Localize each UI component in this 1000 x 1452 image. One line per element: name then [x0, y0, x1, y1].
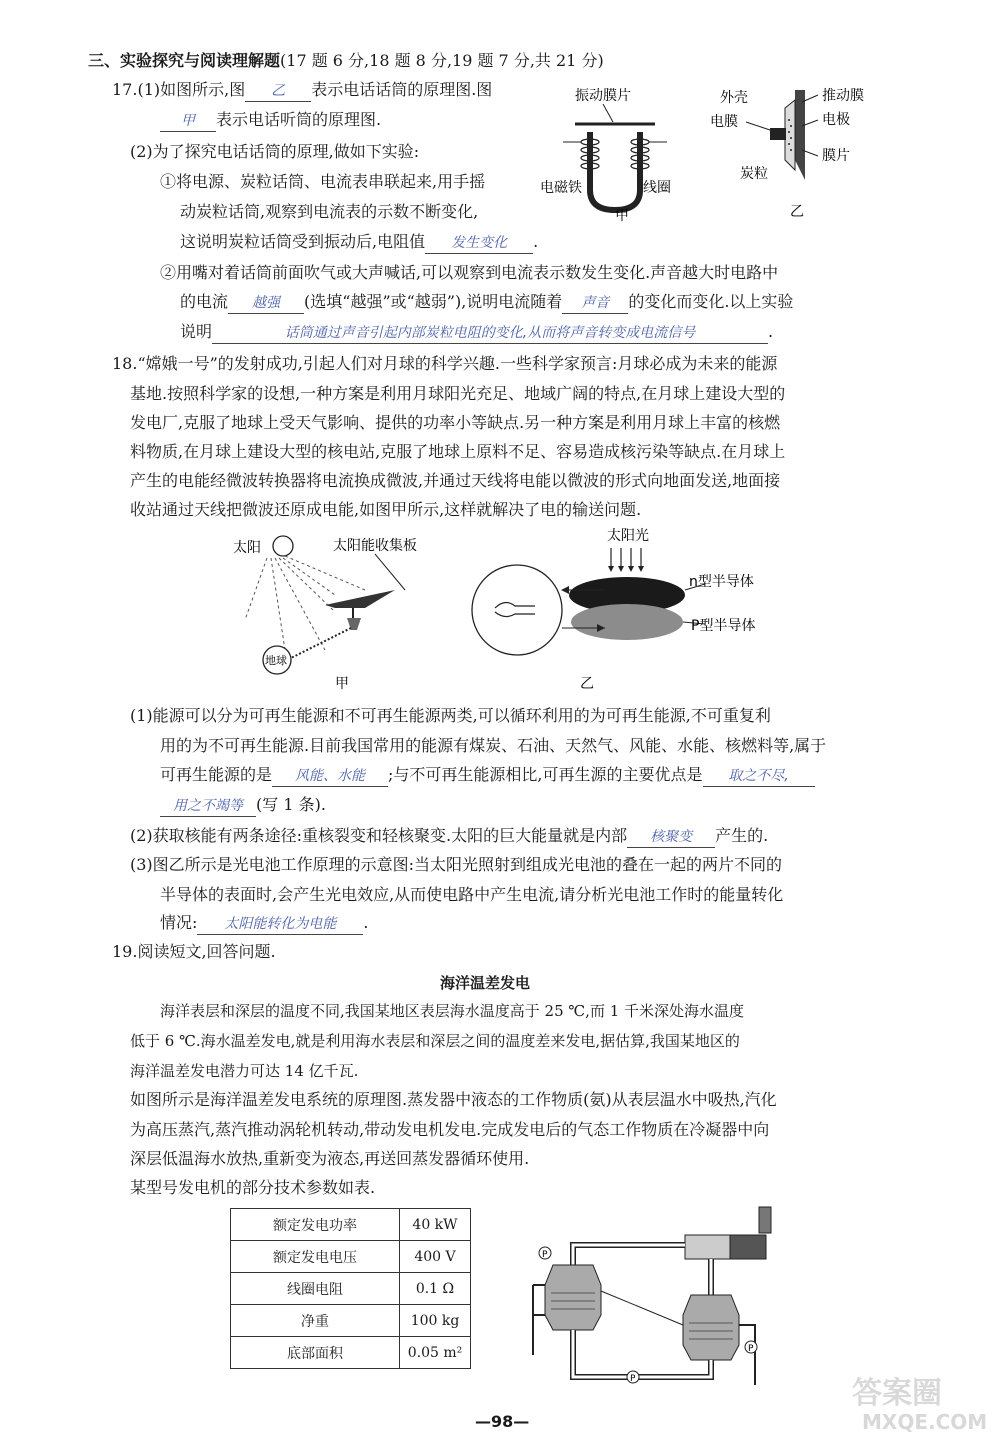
answer-blank: 核聚变 [627, 827, 715, 848]
table-cell-key: 额定发电功率 [231, 1209, 400, 1241]
table-cell-value: 40 kW [400, 1209, 471, 1241]
turbine [685, 1235, 735, 1259]
q17-line-5: 动炭粒话筒,观察到电流表的示数不断变化, [180, 202, 479, 221]
q18-figure-yi [465, 520, 795, 695]
table-cell-key: 额定发电电压 [231, 1241, 400, 1273]
article-line: 某型号发电机的部分技术参数如表. [130, 1178, 376, 1197]
q17-figure-yi [710, 80, 890, 225]
watermark-logo: 答案圈 [852, 1376, 942, 1411]
p-type-layer [571, 604, 683, 640]
table-cell-value: 100 kg [400, 1305, 471, 1337]
label-membrane: 膜片 [822, 148, 850, 164]
pump-label: P [542, 1250, 548, 1260]
answer-blank: 发生变化 [425, 233, 533, 254]
q17-text: 17.(1)如图所示,图 [112, 80, 246, 99]
answer-blank: 太阳能转化为电能 [197, 914, 363, 935]
q17-line-2 [160, 110, 381, 132]
q17-text: . [533, 232, 539, 251]
q18-text: ;与不可再生能源相比,可再生源的主要优点是 [388, 765, 703, 784]
label-film: 电膜 [710, 114, 738, 130]
q17-text: 这说明炭粒话筒受到振动后,电阻值 [180, 232, 426, 251]
article-line: 海洋表层和深层的温度不同,我国某地区表层海水温度高于 25 ℃,而 1 千米深处海水温度 [160, 1002, 745, 1020]
label-coil: 线圈 [643, 180, 671, 196]
pump-label: P [630, 1374, 636, 1384]
table-cell-key: 净重 [231, 1305, 400, 1337]
evaporator [545, 1265, 601, 1330]
figure-caption-yi: 乙 [580, 676, 594, 692]
q18-para-line: 料物质,在月球上建设大型的核电站,克服了地球上原料不足、容易造成核污染等缺点.在月球上 [130, 442, 786, 461]
q17-text: (选填“越强”或“越弱”),说明电流随着 [304, 292, 563, 311]
section-heading [88, 48, 604, 71]
table-row [231, 1305, 471, 1337]
answer-blank: 越强 [228, 293, 304, 314]
figure-caption-jia: 甲 [335, 676, 349, 692]
q18-s1-line-3 [160, 765, 815, 787]
q17-line-6 [180, 232, 538, 254]
q18-para-line: 基地.按照科学家的设想,一种方案是利用月球阳光充足、地域广阔的特点,在月球上建设大型的 [130, 384, 786, 403]
pump-label: P [748, 1344, 754, 1354]
answer-blank: 乙 [245, 81, 311, 102]
q17-line-4: ①将电源、炭粒话筒、电流表串联起来,用手摇 [160, 172, 486, 191]
label-vibration-membrane: 振动膜片 [575, 88, 631, 104]
article-line: 如图所示是海洋温差发电系统的原理图.蒸发器中液态的工作物质(氨)从表层温水中吸热,汽化 [130, 1090, 777, 1109]
answer-blank: 话筒通过声音引起内部炭粒电阻的变化,从而将声音转变成电流信号 [212, 323, 768, 344]
q19-intro: 19.阅读短文,回答问题. [112, 942, 276, 961]
label-shell: 外壳 [720, 90, 748, 106]
table-cell-key: 线圈电阻 [231, 1273, 400, 1305]
q18-text: 可再生能源的是 [160, 765, 273, 784]
q18-s3-line-2: 半导体的表面时,会产生光电效应,从而使电路中产生电流,请分析光电池工作时的能量转化 [160, 885, 784, 904]
table-row [231, 1337, 471, 1369]
article-line: 为高压蒸汽,蒸汽推动涡轮机转动,带动发电机发电.完成发电后的气态工作物质在冷凝器中向 [130, 1120, 770, 1139]
label-electrode: 电极 [822, 112, 850, 128]
q17-line-1 [112, 80, 492, 102]
page-number: —98— [475, 1412, 530, 1431]
sunlight-arrows [611, 548, 641, 568]
answer-blank: 用之不竭等 [160, 796, 256, 817]
electrode-block [770, 128, 786, 140]
label-electromagnet: 电磁铁 [540, 180, 582, 196]
label-carbon: 炭粒 [740, 166, 768, 182]
q17-text: . [768, 322, 774, 341]
q17-text: 表示电话听筒的原理图. [216, 110, 382, 129]
answer-blank: 甲 [160, 111, 216, 132]
figure-caption-yi: 乙 [790, 204, 804, 220]
q18-para-line: 发电厂,克服了地球上受天气影响、提供的功率小等缺点.另一种方案是利用月球上丰富的核燃 [130, 413, 781, 432]
answer-blank: 取之不尽, [703, 766, 815, 787]
q17-text: 表示电话话筒的原理图.图 [311, 80, 493, 99]
label-n-type: n型半导体 [689, 574, 754, 590]
label-sun: 太阳 [233, 540, 261, 556]
article-title: 海洋温差发电 [440, 974, 531, 992]
q17-text: 的电流 [180, 292, 229, 311]
q17-line-7: ②用嘴对着话筒前面吹气或大声喊话,可以观察到电流表示数发生变化.声音越大时电路中 [160, 263, 779, 282]
output-terminal [759, 1207, 771, 1233]
housing [785, 100, 795, 170]
q17-text: 的变化而变化.以上实验 [628, 292, 794, 311]
q17-line-9 [180, 322, 773, 344]
table-cell-value: 0.05 m² [400, 1337, 471, 1369]
label-earth: 地球 [265, 654, 287, 667]
q17-line-3: (2)为了探究电话话筒的原理,做如下实验: [130, 142, 420, 161]
table-cell-value: 400 V [400, 1241, 471, 1273]
bulb-circle [472, 565, 562, 655]
q18-figure-jia [225, 530, 455, 695]
section-heading-title: 三、实验探究与阅读理解题 [88, 51, 281, 70]
table-cell-key: 底部面积 [231, 1337, 400, 1369]
condenser [683, 1295, 739, 1360]
article-line: 海洋温差发电潜力可达 14 亿千瓦. [130, 1062, 359, 1080]
generator [730, 1235, 766, 1259]
sun-circle [273, 536, 293, 556]
q17-line-8 [180, 292, 793, 314]
section-points: (17 题 6 分,18 题 8 分,19 题 7 分,共 21 分) [280, 51, 604, 70]
spec-table [230, 1208, 471, 1369]
label-p-type: P型半导体 [691, 618, 756, 634]
label-sunlight: 太阳光 [607, 528, 649, 544]
q18-text: (2)获取核能有两条途径:重核裂变和轻核聚变.太阳的巨大能量就是内部 [130, 826, 628, 845]
article-line: 低于 6 ℃.海水温差发电,就是利用海水表层和深层之间的温度差来发电,据估算,我国某地区的 [130, 1032, 740, 1050]
q18-s1-line-4 [160, 795, 326, 817]
answer-blank: 声音 [562, 293, 628, 314]
label-solar-panel: 太阳能收集板 [333, 538, 417, 554]
q17-figure-jia [535, 80, 715, 230]
figure-caption-jia: 甲 [615, 208, 629, 224]
table-cell-value: 0.1 Ω [400, 1273, 471, 1305]
q18-text: (写 1 条). [256, 795, 326, 814]
q18-s2 [130, 826, 768, 848]
q18-para-line: 产生的电能经微波转换器将电流换成微波,并通过天线将电能以微波的形式向地面发送,地面接 [130, 471, 781, 490]
answer-blank: 风能、水能 [272, 766, 388, 787]
label-push-membrane: 推动膜 [822, 88, 864, 104]
q17-text: 说明 [180, 322, 213, 341]
steam-pipe [573, 1245, 685, 1267]
table-row [231, 1273, 471, 1305]
q18-s3-line-1: (3)图乙所示是光电池工作原理的示意图:当太阳光照射到组成光电池的叠在一起的两片不同的 [130, 855, 783, 874]
watermark-url: MXQE.COM [862, 1410, 988, 1434]
shell-shape [795, 90, 805, 180]
q18-s3-line-3 [160, 913, 369, 935]
table-row [231, 1209, 471, 1241]
q18-para-line: 18.“嫦娥一号”的发射成功,引起人们对月球的科学兴趣.一些科学家预言:月球必成为未来的能源 [112, 354, 778, 373]
article-line: 深层低温海水放热,重新变为液态,再送回蒸发器循环使用. [130, 1149, 530, 1168]
table-row [231, 1241, 471, 1273]
panel-shape [325, 590, 395, 608]
q18-s1-line-1: (1)能源可以分为可再生能源和不可再生能源两类,可以循环利用的为可再生能源,不可重复利 [130, 706, 771, 725]
q18-text: . [363, 913, 369, 932]
q18-text: 情况: [160, 913, 198, 932]
q18-s1-line-2: 用的为不可再生能源.目前我国常用的能源有煤炭、石油、天然气、风能、水能、核燃料等,属于 [160, 736, 827, 755]
otec-diagram [525, 1205, 795, 1395]
q18-para-line: 收站通过天线把微波还原成电能,如图甲所示,这样就解决了电的输送问题. [130, 500, 642, 519]
q18-text: 产生的. [715, 826, 769, 845]
